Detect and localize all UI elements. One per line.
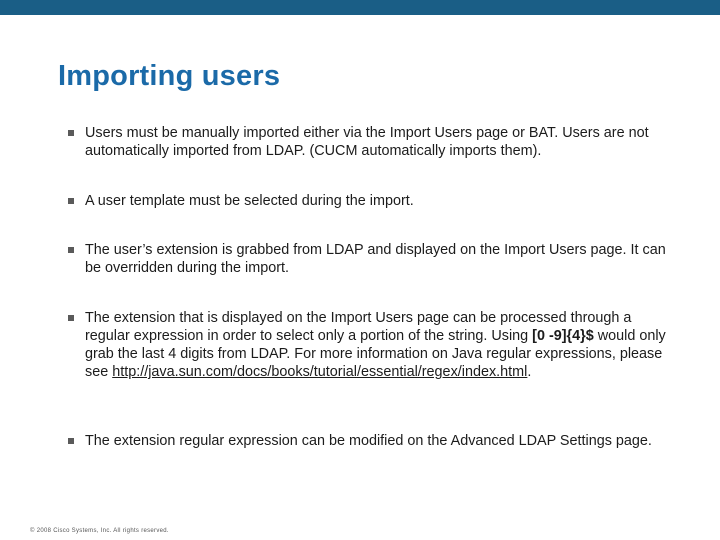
bullet-item [68, 241, 678, 277]
regex-example: [0 -9]{4}$ [532, 328, 594, 344]
bullet-text: Users must be manually imported either via the Import Users page or BAT. Users are not automatically imported from LDAP. (CUCM automatically imports them). [85, 125, 649, 159]
copyright-footer: © 2008 Cisco Systems, Inc. All rights reserved. [30, 528, 169, 534]
bullet-item [68, 432, 678, 450]
bullet-item [68, 192, 678, 210]
square-bullet-icon [68, 247, 74, 253]
bullet-text [85, 309, 678, 381]
bullet-item [68, 309, 678, 381]
slide-title: Importing users [58, 60, 281, 92]
square-bullet-icon [68, 198, 74, 204]
bullet-text: A user template must be selected during the import. [85, 193, 414, 209]
bullet-text-part: would only grab the last 4 digits from LDAP. For more information on Java regular expressions, please see [85, 328, 666, 380]
square-bullet-icon [68, 315, 74, 321]
square-bullet-icon [68, 130, 74, 136]
bullet-item [68, 124, 678, 160]
regex-docs-link[interactable]: http://java.sun.com/docs/books/tutorial/essential/regex/index.html [112, 364, 528, 380]
bullet-text: The user’s extension is grabbed from LDAP and displayed on the Import Users page. It can be overridden during the import. [85, 242, 666, 276]
top-band [0, 0, 720, 15]
bullet-text: The extension regular expression can be modified on the Advanced LDAP Settings page. [85, 433, 652, 449]
bullet-text-part: . [527, 364, 532, 380]
square-bullet-icon [68, 438, 74, 444]
bullet-text-part: The extension that is displayed on the Import Users page can be processed through a regular expression in order to select only a portion of the string. Using [85, 310, 632, 344]
